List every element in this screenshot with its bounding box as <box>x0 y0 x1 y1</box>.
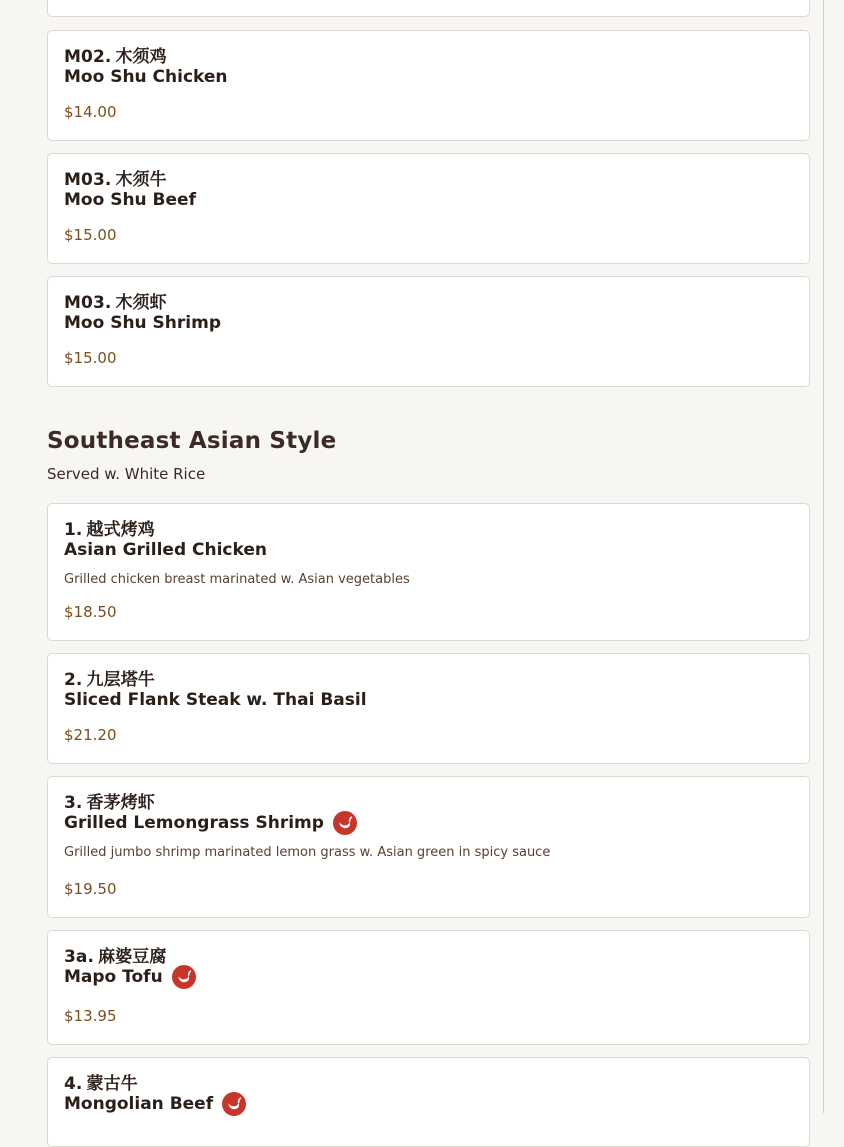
item-name-row <box>64 965 793 989</box>
chili-pepper-icon <box>333 811 357 835</box>
item-title <box>64 1074 793 1094</box>
item-description: Grilled jumbo shrimp marinated lemon grass w. Asian green in spicy sauce <box>64 845 551 860</box>
item-name: Moo Shu Shrimp <box>64 313 222 333</box>
chili-pepper-icon <box>222 1092 246 1116</box>
item-chinese-name: 香茅烤虾 <box>86 793 155 813</box>
item-code: 2. <box>64 670 83 690</box>
item-code: 4. <box>64 1074 83 1094</box>
item-price: $15.00 <box>64 349 117 367</box>
chili-pepper-icon <box>172 965 196 989</box>
item-name-row <box>64 811 793 835</box>
menu-item-card[interactable] <box>47 776 810 918</box>
item-chinese-name: 蒙古牛 <box>86 1074 138 1094</box>
item-chinese-name: 木须牛 <box>115 170 167 190</box>
item-code: M02. <box>64 47 112 67</box>
item-code: 3. <box>64 793 83 813</box>
item-code: M03. <box>64 170 112 190</box>
item-code: 1. <box>64 520 83 540</box>
menu-item-card[interactable] <box>47 503 810 641</box>
item-name: Asian Grilled Chicken <box>64 540 267 560</box>
item-chinese-name: 木须鸡 <box>115 47 167 67</box>
item-title <box>64 793 793 813</box>
item-title <box>64 47 793 67</box>
section-subtitle: Served w. White Rice <box>47 465 206 483</box>
item-name: Sliced Flank Steak w. Thai Basil <box>64 690 367 710</box>
menu-item-card[interactable] <box>47 653 810 764</box>
menu-item-card[interactable] <box>47 1057 810 1147</box>
menu-item-card[interactable] <box>47 930 810 1045</box>
menu-item-card-partial[interactable] <box>47 0 810 17</box>
menu-item-card[interactable] <box>47 153 810 264</box>
scrollbar-divider <box>823 0 824 1113</box>
item-price: $21.20 <box>64 726 117 744</box>
item-title <box>64 170 793 190</box>
section-title: Southeast Asian Style <box>47 428 337 454</box>
item-price: $14.00 <box>64 103 117 121</box>
item-name: Mongolian Beef <box>64 1094 214 1114</box>
item-chinese-name: 九层塔牛 <box>86 670 155 690</box>
item-name: Mapo Tofu <box>64 967 163 987</box>
item-title <box>64 670 793 690</box>
item-name: Moo Shu Chicken <box>64 67 228 87</box>
item-title <box>64 520 793 540</box>
item-title <box>64 947 793 967</box>
menu-item-card[interactable] <box>47 276 810 387</box>
item-name: Grilled Lemongrass Shrimp <box>64 813 324 833</box>
menu-item-card[interactable] <box>47 30 810 141</box>
item-description: Grilled chicken breast marinated w. Asian vegetables <box>64 572 410 587</box>
item-price: $13.95 <box>64 1007 117 1025</box>
item-code: 3a. <box>64 947 95 967</box>
item-chinese-name: 木须虾 <box>115 293 167 313</box>
item-chinese-name: 越式烤鸡 <box>86 520 155 540</box>
item-price: $15.00 <box>64 226 117 244</box>
item-chinese-name: 麻婆豆腐 <box>98 947 167 967</box>
item-price: $18.50 <box>64 603 117 621</box>
item-code: M03. <box>64 293 112 313</box>
item-title <box>64 293 793 313</box>
item-name: Moo Shu Beef <box>64 190 196 210</box>
item-name-row <box>64 1092 793 1116</box>
item-price: $19.50 <box>64 880 117 898</box>
